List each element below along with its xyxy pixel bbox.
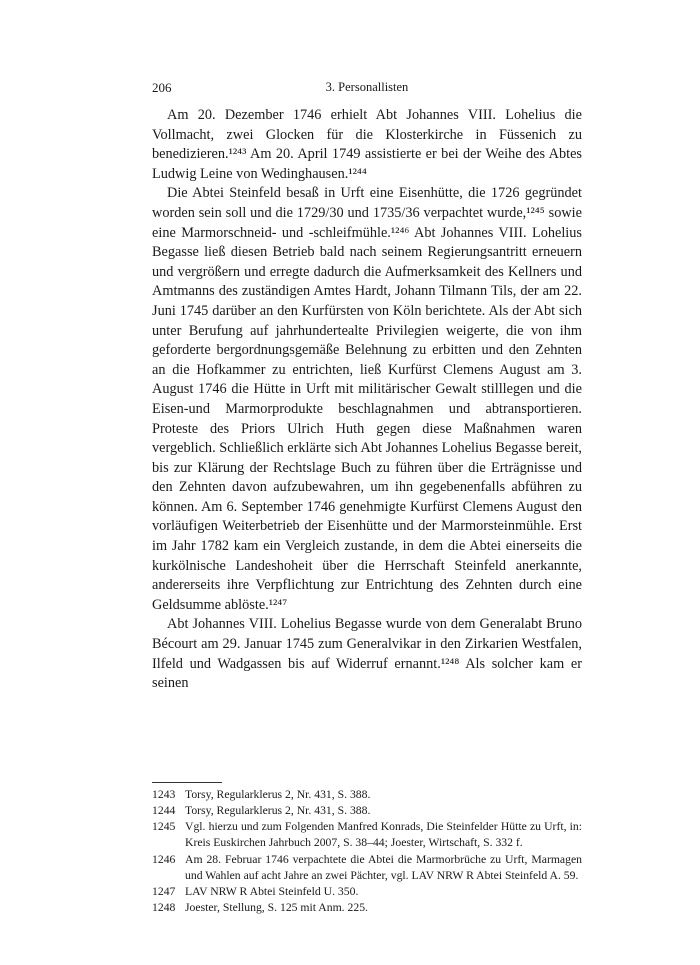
footnote: [152, 819, 582, 851]
body-text: [152, 106, 582, 694]
footnote: [152, 884, 582, 900]
page-number: 206: [152, 80, 172, 95]
paragraph: Am 20. Dezember 1746 erhielt Abt Johannes VIII. Lohelius die Vollmacht, zwei Glocken für die Klosterkirche in Füssenich zu benedizieren.¹²⁴³ Am 20. April 1749 assistierte er bei der Weihe des Abtes Ludwig Leine von Wedinghausen.¹²⁴⁴: [152, 107, 582, 182]
chapter-title: 3. Personallisten: [325, 80, 409, 94]
paragraph: Die Abtei Steinfeld besaß in Urft eine Eisenhütte, die 1726 gegründet worden sein soll und die 1729/30 und 1735/36 verpachtet wurde,¹²⁴⁵ sowie eine Marmorschneid- und -schleifmühle.¹²⁴⁶ Abt Johannes VIII. Lohelius Begasse ließ diesen Betrieb bald nach seinem Regierungsantritt erneuern und vergrößern und erregte dadurch die Aufmerksamkeit des Kellners und Amtmanns des zuständigen Amtes Hardt, Johann Tilmann Tils, der am 22. Juni 1745 darüber an den Kurfürsten von Köln berichtete. Als der Abt sich unter Berufung auf jahrhundertealte Privilegien weigerte, die von ihm geforderte bergordnungsgemäße Belehnung zu erbitten und den Zehnten an die Hofkammer zu entrichten, ließ Kurfürst Clemens August am 3. August 1746 die Hütte in Urft mit militärischer Gewalt stilllegen und die Eisen-und Marmorprodukte beschlagnahmen und abtransportieren. Proteste des Priors Ulrich Huth gegen diese Maßnahmen waren vergeblich. Schließlich erklärte sich Abt Johannes Lohelius Begasse bereit, bis zur Klärung der Rechtslage Buch zu führen über die Erträgnisse und den Zehnten davon aufzubewahren, um ihn gegebenenfalls abführen zu können. Am 6. September 1746 genehmigte Kurfürst Clemens August den vorläufigen Weiterbetrieb der Eisenhütte und der Marmorsteinmühle. Erst im Jahr 1782 kam ein Vergleich zustande, in dem die Abtei einerseits die kurkölnische Landeshoheit über die Herrschaft Steinfeld anerkannte, andererseits ihre Verpflichtung zur Entrichtung des Zehnten durch eine Geldsumme ablöste.¹²⁴⁷: [152, 185, 582, 613]
footnote-number: 1248: [152, 901, 176, 915]
footnote: [152, 787, 582, 803]
footnote-text: Torsy, Regularklerus 2, Nr. 431, S. 388.: [185, 804, 371, 818]
footnote-number: 1245: [152, 820, 176, 834]
paragraph: Abt Johannes VIII. Lohelius Begasse wurde von dem Generalabt Bruno Bécourt am 29. Januar 1745 zum Generalvikar in den Zirkarien Westfalen, Ilfeld und Wadgassen bis auf Widerruf ernannt.¹²⁴⁸ Als solcher kam er seinen: [152, 616, 582, 692]
footnote-number: 1243: [152, 787, 176, 801]
footnote-text: Torsy, Regularklerus 2, Nr. 431, S. 388.: [185, 787, 371, 801]
footnote: [152, 803, 582, 819]
footnote-text: LAV NRW R Abtei Steinfeld U. 350.: [185, 885, 359, 899]
book-page: [152, 80, 582, 916]
footnotes: [152, 787, 582, 917]
footnote-number: 1246: [152, 852, 176, 866]
running-head: [152, 80, 582, 102]
footnote: [152, 852, 582, 884]
footnote-text: Vgl. hierzu und zum Folgenden Manfred Konrads, Die Steinfelder Hütte zu Urft, in: Kreis Euskirchen Jahrbuch 2007, S. 38–44; Joester, Wirtschaft, S. 332 f.: [185, 820, 582, 850]
footnote-number: 1244: [152, 804, 176, 818]
footnote-text: Am 28. Februar 1746 verpachtete die Abtei die Marmorbrüche zu Urft, Marmagen und Wahlen auf acht Jahre an zwei Pächter, vgl. LAV NRW R Abtei Steinfeld A. 59.: [185, 852, 582, 882]
footnote-text: Joester, Stellung, S. 125 mit Anm. 225.: [185, 901, 368, 915]
footnote-divider: [152, 782, 222, 783]
footnote: [152, 900, 582, 916]
footnote-number: 1247: [152, 885, 176, 899]
